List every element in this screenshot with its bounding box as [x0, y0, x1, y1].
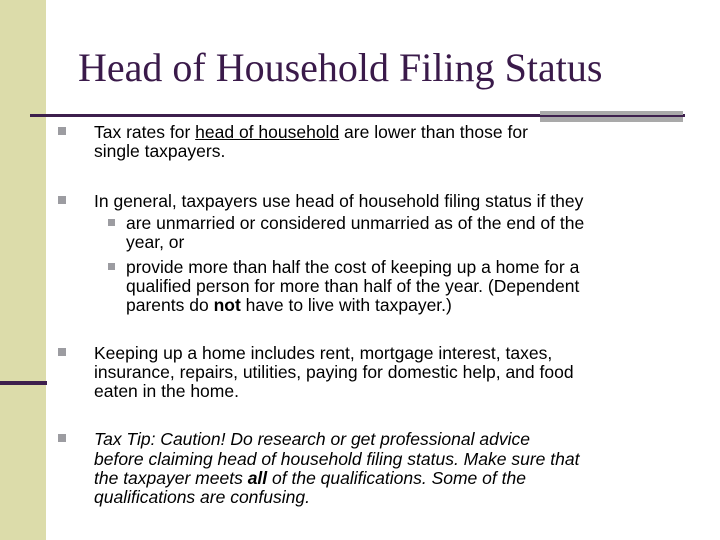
bullet-marker-icon [58, 348, 66, 356]
sub-bullet-marker-icon [108, 219, 115, 226]
bullet-line: before claiming head of household filing status. Make sure that [94, 449, 580, 469]
bullet-marker-icon [58, 196, 66, 204]
bullet-line: eaten in the home. [94, 381, 239, 401]
sub-bullet-line [126, 296, 686, 315]
slide-title: Head of Household Filing Status [78, 45, 603, 90]
underlined-term: head of household [195, 122, 340, 142]
bullet-marker-icon [58, 127, 66, 135]
bullet-line: Tax Tip: Caution! Do research or get professional advice [94, 429, 530, 449]
sub-bullet-line: year, or [126, 232, 185, 252]
bullet-text: are lower than those for [339, 122, 528, 142]
bullet-line: single taxpayers. [94, 141, 226, 161]
bullet-marker-icon [58, 434, 66, 442]
bullet-text: have to live with taxpayer.) [240, 295, 452, 315]
bullet-line [94, 469, 684, 488]
bullet-line: Keeping up a home includes rent, mortgage interest, taxes, [94, 343, 553, 363]
bullet-line: insurance, repairs, utilities, paying for domestic help, and food [94, 362, 574, 382]
left-decorative-band [0, 0, 46, 540]
left-accent-bar [0, 381, 47, 385]
bullet-line: qualifications are confusing. [94, 487, 310, 507]
bold-term: all [247, 468, 268, 488]
sub-bullet-line: qualified person for more than half of the year. (Dependent [126, 276, 580, 296]
bullet-text: the taxpayer meets [94, 468, 248, 488]
title-divider-accent-top [540, 111, 683, 115]
bold-term: not [213, 295, 241, 315]
sub-bullet-marker-icon [108, 263, 115, 270]
bullet-text: of the qualifications. Some of the [267, 468, 526, 488]
bullet-text: parents do [126, 295, 214, 315]
sub-bullet-line: provide more than half the cost of keeping up a home for a [126, 257, 580, 277]
title-divider-accent-bottom [540, 117, 683, 122]
bullet-text: Tax rates for [94, 122, 196, 142]
sub-bullet-line: are unmarried or considered unmarried as of the end of the [126, 213, 585, 233]
bullet-line: In general, taxpayers use head of household filing status if they [94, 191, 584, 211]
bullet-line [94, 123, 684, 142]
